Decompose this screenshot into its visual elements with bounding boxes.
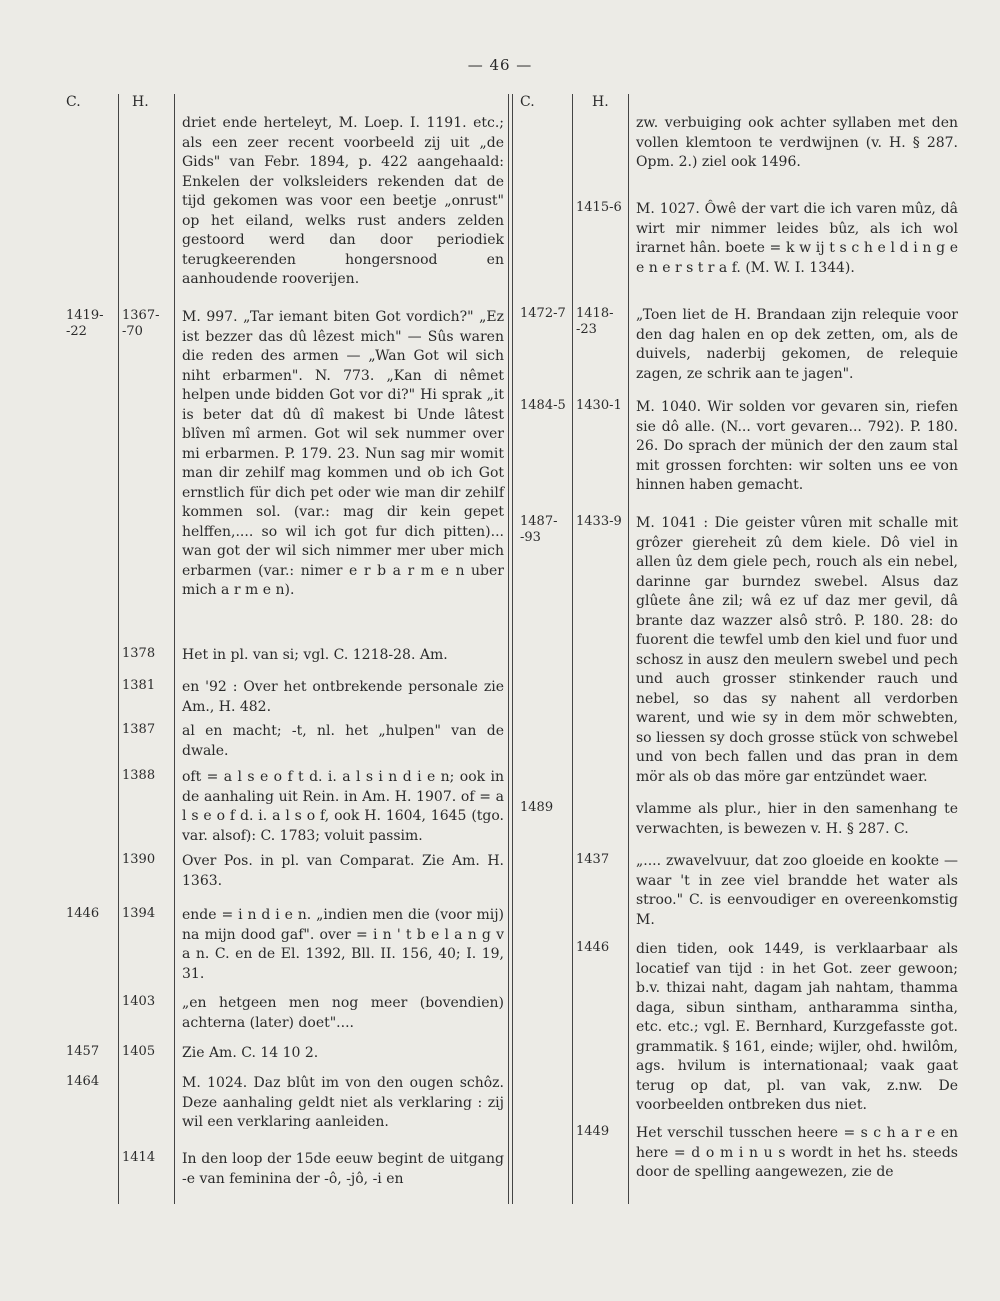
h-line-ref: 1388 bbox=[122, 768, 156, 783]
h-line-ref: 1437 bbox=[576, 852, 610, 867]
c-line-ref: 1484-5 bbox=[520, 398, 566, 413]
annotation-text: M. 1040. Wir solden vor gevaren sin, riefen sie dô alle. (N... vort gevaren... 792). P. 180. 26. Do sprach der münich der den zaum stal mit grossen forchten: wir solten uns ee von hinnen haben gemacht. bbox=[636, 399, 958, 493]
h-line-ref: 1415-6 bbox=[576, 200, 622, 215]
h-line-ref: 1433-9 bbox=[576, 514, 622, 529]
h-line-ref: 1378 bbox=[122, 646, 156, 661]
annotation-text: „.... zwavelvuur, dat zoo gloeide en kookte — waar 't in zee viel brandde het water als stroo." C. is eenvoudiger en overeenkomstig M. bbox=[636, 853, 958, 928]
annotation-text: Zie Am. C. 14 10 2. bbox=[182, 1045, 319, 1061]
annotation-text: driet ende herteleyt, M. Loep. I. 1191. etc.; als een zeer recent voorbeeld zij uit „de Gids" van Febr. 1894, p. 422 aangehaald: Enkelen der volksleiders rekenden dat de tijd gekomen was voor een beetje „onrust" op het eiland, welks rust anders zelden gestoord werd dan door periodiek terugkeerenden hongersnood en aanhoudende rooverijen. bbox=[182, 115, 504, 287]
annotation-text: Het in pl. van si; vgl. C. 1218-28. Am. bbox=[182, 647, 448, 663]
annotation-text: vlamme als plur., hier in den samenhang te verwachten, is bewezen v. H. § 287. C. bbox=[636, 801, 958, 837]
annotation-text: en '92 : Over het ontbrekende personale zie Am., H. 482. bbox=[182, 679, 504, 715]
annotation-text: „Toen liet de H. Brandaan zijn relequie voor den dag halen en op dek zetten, om, als de duivels, naderbij gekomen, de relequie zagen, ze schrik aan te jagen". bbox=[636, 307, 958, 382]
h-line-ref: 1381 bbox=[122, 678, 156, 693]
c-line-ref: 1419- -22 bbox=[66, 308, 104, 339]
c-line-ref: 1489 bbox=[520, 800, 554, 815]
c-line-ref: 1472-7 bbox=[520, 306, 566, 321]
annotation-text: dien tiden, ook 1449, is verklaarbaar als locatief van tijd : in het Got. zeer gewoon; b.v. thizai naht, dagam jah nahtam, thamma daga, sibun sintham, antharamma sintha, etc. etc.; vgl. E. Bernhard, Kurzgefasste got. grammatik. § 161, einde; wijler, ohd. hwilôm, ags. hvilum is internationaal; vaak gaat terug op dat, pl. van vak, z.nw. De voorbeelden ontbreken dus niet. bbox=[636, 941, 958, 1113]
c-line-ref: 1457 bbox=[66, 1044, 100, 1059]
c-line-ref: 1464 bbox=[66, 1074, 100, 1089]
annotation-text: ende = i n d i e n. „indien men die (voor mij) na mijn dood gaf". over = i n ' t b e l a n g v a n. C. en de El. 1392, Bll. II. 156, 40; I. 19, 31. bbox=[182, 907, 504, 982]
annotation-text: In den loop der 15de eeuw begint de uitgang -e van feminina der -ô, -jô, -i en bbox=[182, 1151, 504, 1187]
annotation-text: „en hetgeen men nog meer (bovendien) achterna (later) doet".... bbox=[182, 995, 504, 1031]
annotation-text: al en macht; -t, nl. het „hulpen" van de dwale. bbox=[182, 723, 504, 759]
annotation-text: M. 1041 : Die geister vûren mit schalle mit grôzer giereheit zû dem kiele. Dô viel in allen ûz dem giele pech, rouch als ein nebel, darinne gar burndez swebel. Alsus daz glûete âne zil; wâ ez uf daz mer gevil, dâ brante daz wazzer alsô strô. P. 180. 28: do fuorent die tewfel umb den kiel und fuor und schosz in ausz den meulern swebel und pech und auch grosser stinkender rauch und nebel, so das sy nahent all verdorben warent, und wie sy in dem mör schwebten, so liessen sy doch grosse stück von schwebel und von bech fallen und das pran in dem mör als ob das möre gar entzündet waer. bbox=[636, 515, 958, 785]
header-h: H. bbox=[592, 94, 609, 110]
h-line-ref: 1390 bbox=[122, 852, 156, 867]
annotation-text: M. 997. „Tar iemant biten Got vordich?" „Ez ist bezzer das dû lêzest mich" — Sûs waren die reden des armen — „Wan Got wil sich niht erbarmen". N. 773. „Kan di nêmet helpen unde bidden Got vor di?" Hi sprak „it is beter dat dû dî makest bi Unde lâtest blîven mî armen. Got wil sek nummer over mi erbarmen. P. 179. 23. Nun sag mir womit man dir zehilf mag kommen und ob ich Got ernstlich für dich pet oder wie man dir zehilf kommen sol. (var.: mag dir kein gepet helffen,.... so wil ich got fur dich pitten)... wan got der wil sich nimmer mer uber mich erbarmen (var.: nimer e r b a r m e n uber mich a r m e n). bbox=[182, 309, 504, 598]
h-line-ref: 1405 bbox=[122, 1044, 156, 1059]
header-c: C. bbox=[66, 94, 81, 110]
header-c: C. bbox=[520, 94, 535, 110]
header-h: H. bbox=[132, 94, 149, 110]
annotation-text: oft = a l s e o f t d. i. a l s i n d i e n; ook in de aanhaling uit Rein. in Am. H. 1907. of = a l s e o f d. i. a l s o f, ook H. 1604, 1645 (tgo. var. alsof): C. 1783; voluit passim. bbox=[182, 769, 504, 844]
annotation-text: zw. verbuiging ook achter syllaben met den vollen klemtoon te verdwijnen (v. H. § 287. Opm. 2.) ziel ook 1496. bbox=[636, 115, 958, 170]
column-divider bbox=[512, 94, 513, 1204]
left-column bbox=[66, 94, 511, 1194]
annotation-text: Het verschil tusschen heere = s c h a r e en here = d o m i n u s wordt in het hs. steeds door de spelling aangewezen, zie de bbox=[636, 1125, 958, 1180]
h-line-ref: 1446 bbox=[576, 940, 610, 955]
h-line-ref: 1449 bbox=[576, 1124, 610, 1139]
page-number: — 46 — bbox=[467, 56, 533, 74]
h-line-ref: 1418- -23 bbox=[576, 306, 614, 337]
column-divider bbox=[174, 94, 175, 1204]
c-line-ref: 1446 bbox=[66, 906, 100, 921]
h-line-ref: 1430-1 bbox=[576, 398, 622, 413]
h-line-ref: 1367- -70 bbox=[122, 308, 160, 339]
column-divider bbox=[628, 94, 629, 1204]
annotation-text: M. 1027. Ôwê der vart die ich varen mûz, dâ wirt mir nimmer leides bûz, als ich wol irarnet hân. boete = k w ij t s c h e l d i n g e e n e r s t r a f. (M. W. I. 1344). bbox=[636, 201, 958, 276]
column-divider bbox=[508, 94, 509, 1204]
h-line-ref: 1403 bbox=[122, 994, 156, 1009]
c-line-ref: 1487- -93 bbox=[520, 514, 558, 545]
h-line-ref: 1414 bbox=[122, 1150, 156, 1165]
right-column bbox=[520, 94, 965, 1194]
h-line-ref: 1387 bbox=[122, 722, 156, 737]
annotation-text: Over Pos. in pl. van Comparat. Zie Am. H. 1363. bbox=[182, 853, 504, 889]
annotation-text: M. 1024. Daz blût im von den ougen schôz. Deze aanhaling geldt niet als verklaring : zij wil een verklaring aanleiden. bbox=[182, 1075, 504, 1130]
h-line-ref: 1394 bbox=[122, 906, 156, 921]
column-divider bbox=[572, 94, 573, 1204]
